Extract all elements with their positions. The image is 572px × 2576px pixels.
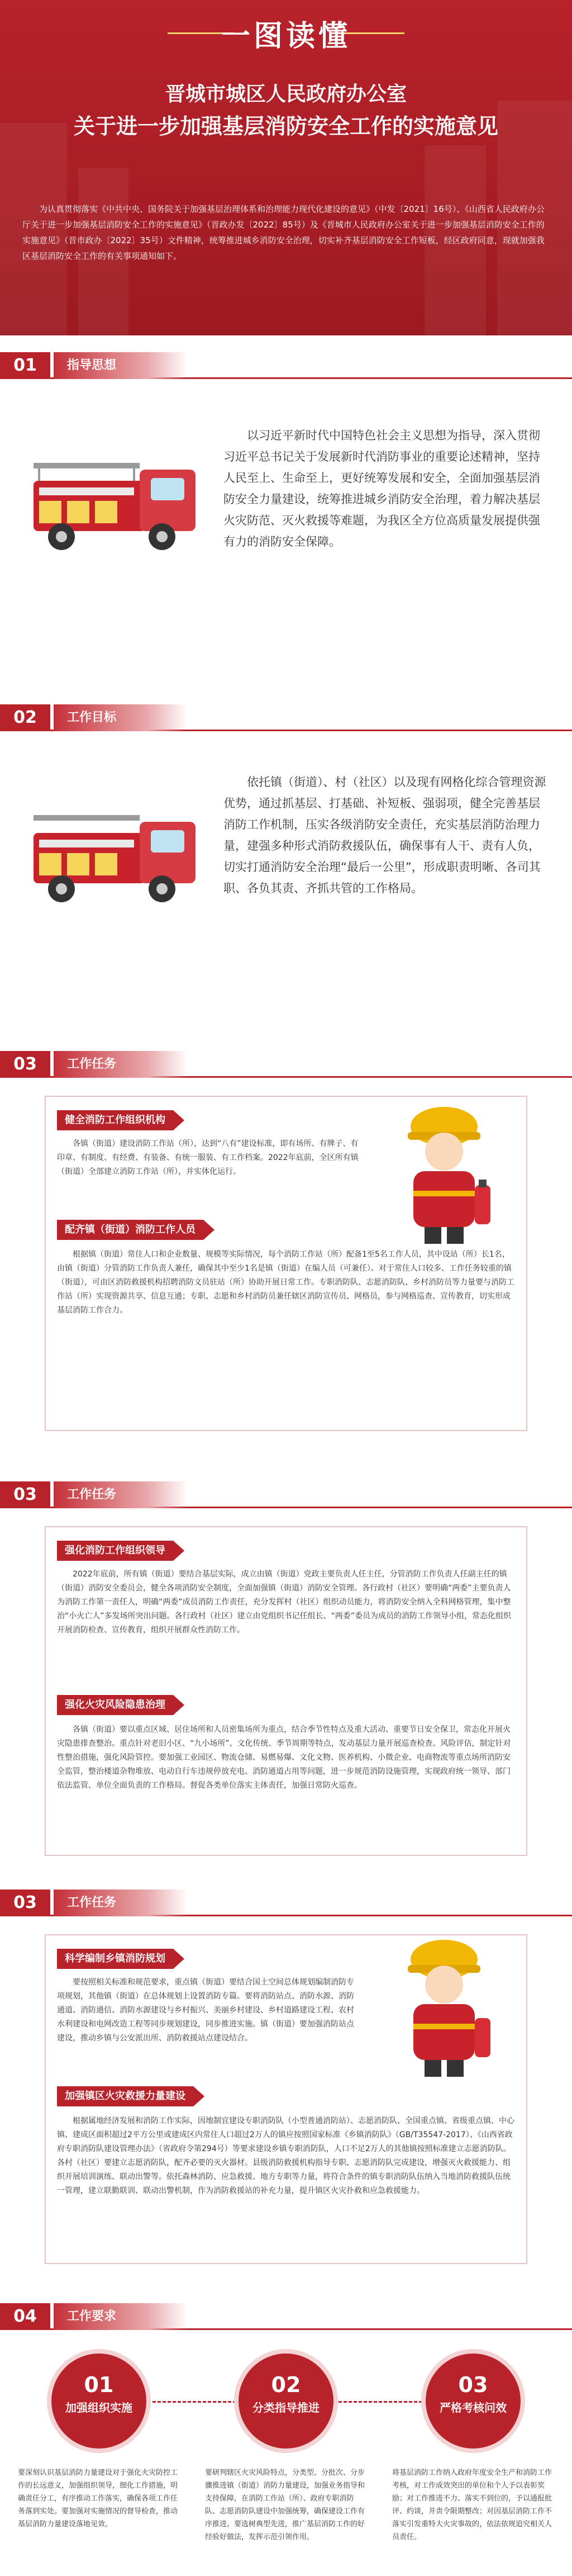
section-number: 03 (0, 1051, 50, 1078)
section-number: 02 (0, 704, 50, 731)
requirement-text-2: 要研判辖区火灾风险特点，分类型、分批次、分步骤推进镇（街道）消防力量建设，加强业务指导和支持保障，在消防工作站（所）、政府专职消防队、志愿消防队建设中加强统筹，确保建设工作有序推进。要选树典型先进，推广基层消防工作的好经验好做法，发挥示范引领作用。 (205, 2469, 365, 2541)
header-badge: 一图读懂 (221, 19, 351, 53)
section-header (0, 1890, 572, 1916)
requirement-number: 03 (458, 2373, 488, 2397)
task-body: 根据镇（街道）常住人口和企业数量、规模等实际情况，每个消防工作站（所）配备1至5名工作人员，其中设站（所）长1名，由镇（街道）分管消防工作负责人兼任，确保其中至少1名是镇（街道）在编人员（可兼任）。对于常住人口较多、工作任务较重的镇（街道），可由区消防救援机构招聘消防文员驻站（所）协助开展日常工作。专职消防队、志愿消防队、乡村消防员等力量要与消防工作站（所）实现资源共享、信息互通；专职、志愿和乡村消防员兼任辖区消防宣传员、网格员，参与网格巡查、宣传教育，切实形成基层消防工作合力。 (57, 1250, 514, 1315)
section-title: 指导思想 (54, 352, 188, 379)
section-title: 工作任务 (54, 1051, 188, 1078)
requirement-number: 02 (271, 2373, 301, 2397)
task-body: 要按照相关标准和规范要求，重点镇（街道）要结合国土空间总体规划编制消防专项规划，其他镇（街道）在总体规划上设置消防专篇。要将消防站点、消防水源、消防通道、消防通信、消防水源建设与乡村振兴、美丽乡村建设、乡村道路建设工程、农村水利建设和电网改造工程等同步规划建设，同步推进实施。镇（街道）要加强消防站点建设，推动乡镇与公安派出所、消防救援站点建设结合。 (57, 1978, 354, 2043)
section-title: 工作目标 (54, 704, 188, 731)
task-subheading: 配齐镇（街道）消防工作人员 (57, 1220, 203, 1240)
fire-truck-icon (22, 799, 207, 911)
work-goals-text: 依托镇（街道）、村（社区）以及现有网格化综合管理资源优势，通过抓基层、打基础、补短板、强弱项，健全完善基层消防工作机制，压实各级消防安全责任，充实基层消防治理力量，建强多种形式消防救援队伍，确保事有人干、责有人负，切实打通消防安全治理“最后一公里”，形成职责明晰、各司其职、各负其责、齐抓共管的工作格局。 (223, 775, 546, 895)
requirement-circle-2 (239, 2354, 333, 2449)
title-line-1: 晋城市城区人民政府办公室 (165, 82, 407, 106)
section-header (0, 1051, 572, 1078)
header-banner (0, 0, 572, 335)
task-subheading: 强化消防工作组织领导 (57, 1541, 173, 1561)
section-number: 04 (0, 2303, 50, 2330)
section-work-tasks-2 (0, 1481, 572, 1873)
requirement-label: 加强组织实施 (65, 2401, 132, 2414)
task-subheading: 加强镇区火灾救援力量建设 (57, 2086, 193, 2106)
section-title: 工作任务 (54, 1890, 188, 1916)
section-title: 工作要求 (54, 2303, 188, 2330)
fire-truck-icon (22, 447, 207, 559)
section-header (0, 1481, 572, 1508)
task-body: 2022年底前，所有镇（街道）要结合基层实际，成立由镇（街道）党政主要负责人任主任，分管消防工作负责人任副主任的镇（街道）消防安全委员会，健全各项消防安全制度，全面加强镇（街道）消防安全管理。各行政村（社区）要明确“两委”主要负责人为消防工作第一责任人，明确“两委”成员消防工作责任，充分发挥村（社区）组织动员能力，将消防安全纳入全科网格管理，集中整治“小火亡人”多发场所突出问题。各行政村（社区）建立由党组织书记任组长、“两委”委员为成员的消防工作领导小组，常态化组织开展消防检查、宣传教育，组织开展群众性消防工作。 (57, 1570, 512, 1635)
section-title: 工作任务 (54, 1481, 188, 1508)
task-body: 各镇（街道）要以重点区域、居住场所和人员密集场所为重点，结合季节性特点及重大活动、重要节日安全保卫，常态化开展火灾隐患排查整治。重点针对老旧小区、“九小场所”、文化传统、季节周期等特点，发动基层力量开展巡查检查、风险评估，制定针对性整治措施，强化风险管控。要加强工业园区、物流仓储、易燃易爆、文化文物、医养机构、小微企业、电商物流等重点场所消防安全监管，整治楼道杂物堆放、电动自行车违规停放充电、消防通道占用等问题，进一步规范消防设施管理，实现政府统一领导、部门依法监管、单位全面负责的工作格局。督促各类单位落实主体责任，加强日常防火巡查。 (57, 1725, 511, 1790)
guiding-ideology-text: 以习近平新时代中国特色社会主义思想为指导，深入贯彻习近平总书记关于发展新时代消防事业的重要论述精神，坚持人民至上、生命至上，更好统筹发展和安全，全面加强基层消防安全力量建设，统筹推进城乡消防安全治理，着力解决基层火灾防范、灭火救援等难题，为我区全方位高质量发展提供强有力的消防安全保障。 (223, 429, 540, 548)
firefighter-icon (391, 1101, 497, 1247)
section-work-tasks-3 (0, 1890, 572, 2281)
task-card (45, 1526, 527, 1856)
section-work-goals (0, 704, 572, 1023)
requirement-text-3: 将基层消防工作纳入政府年度安全生产和消防工作考核，对工作成效突出的单位和个人予以表彰奖励；对工作推进不力、落实不到位的，予以通报批评、约谈，并责令限期整改；对因基层消防工作不落实引发重特大火灾事故的，依法依规追究相关人员责任。 (392, 2469, 552, 2541)
section-header (0, 352, 572, 379)
requirement-label: 严格考核问效 (440, 2401, 507, 2414)
section-guiding-ideology (0, 352, 572, 665)
task-body: 各镇（街道）建设消防工作站（所），达到“八有”建设标准，即有场所、有牌子、有印章、有制度、有经费、有装备、有统一服装、有工作档案。2022年底前，全区所有镇（街道）全部建立消防工作站（所），并实体化运行。 (57, 1139, 359, 1176)
section-number: 03 (0, 1481, 50, 1508)
section-header (0, 2303, 572, 2330)
task-subheading: 强化火灾风险隐患治理 (57, 1695, 173, 1715)
firefighter-icon (391, 1934, 497, 2080)
task-subheading: 科学编制乡镇消防规划 (57, 1949, 173, 1969)
section-work-tasks-1 (0, 1051, 572, 1453)
section-work-requirements (0, 2303, 572, 2572)
section-number: 03 (0, 1890, 50, 1916)
title-line-2: 关于进一步加强基层消防安全工作的实施意见 (73, 113, 498, 139)
section-number: 01 (0, 352, 50, 379)
requirement-circle-3 (426, 2354, 521, 2449)
requirement-label: 分类指导推进 (252, 2401, 320, 2414)
intro-paragraph: 为认真贯彻落实《中共中央、国务院关于加强基层治理体系和治理能力现代化建设的意见》（中发〔2021〕16号）、《山西省人民政府办公厅关于进一步加强基层消防安全工作的实施意见》（晋政办发〔2022〕85号）及《晋城市人民政府办公室关于进一步加强基层消防安全工作的实施意见》（晋市政办〔2022〕35号）文件精神，统筹推进城乡消防安全治理，切实补齐基层消防安全工作短板，经区政府同意，现就加强我区基层消防安全工作的有关事项通知如下。 (22, 204, 545, 261)
requirement-number: 01 (84, 2373, 114, 2397)
requirement-circle-1 (51, 2354, 146, 2449)
task-subheading: 健全消防工作组织机构 (57, 1110, 173, 1130)
requirement-text-1: 要深刻认识基层消防力量建设对于强化火灾防控工作的长远意义，加强组织领导，细化工作措施，明确责任分工，有序推动工作落实，确保各项工作任务落到实处。要加强对实施情况的督导检查，推动基层消防力量建设落地见效。 (18, 2469, 178, 2528)
task-body: 根据属地经济发展和消防工作实际，因地制宜建设专职消防队（小型普通消防站）、志愿消防队、全国重点镇、省级重点镇、中心镇、建成区面积超过2平方公里或建成区内常住人口超过2万人的镇应按照国家标准《乡镇消防队》（GB/T35547-2017）、《山西省政府专职消防队建设管理办法》（省政府令第294号）等要求建设乡镇专职消防队，人口不足2万人的其他镇按照标准建立志愿消防队。各村（社区）要建立志愿消防队，配齐必要的灭火器材。县级消防救援机构指导专职、志愿消防队完成建设，增强灭火救援能力、组织开展培训演练、联动出警等。依托森林消防、应急救援、地方专职等力量，将符合条件的镇专职消防队伍纳入当地消防救援队伍统一管理，建立联勤联训、联动出警机制，作为消防救援站的补充力量，提升镇区火灾扑救和应急救援能力。 (57, 2116, 514, 2195)
section-header (0, 704, 572, 731)
